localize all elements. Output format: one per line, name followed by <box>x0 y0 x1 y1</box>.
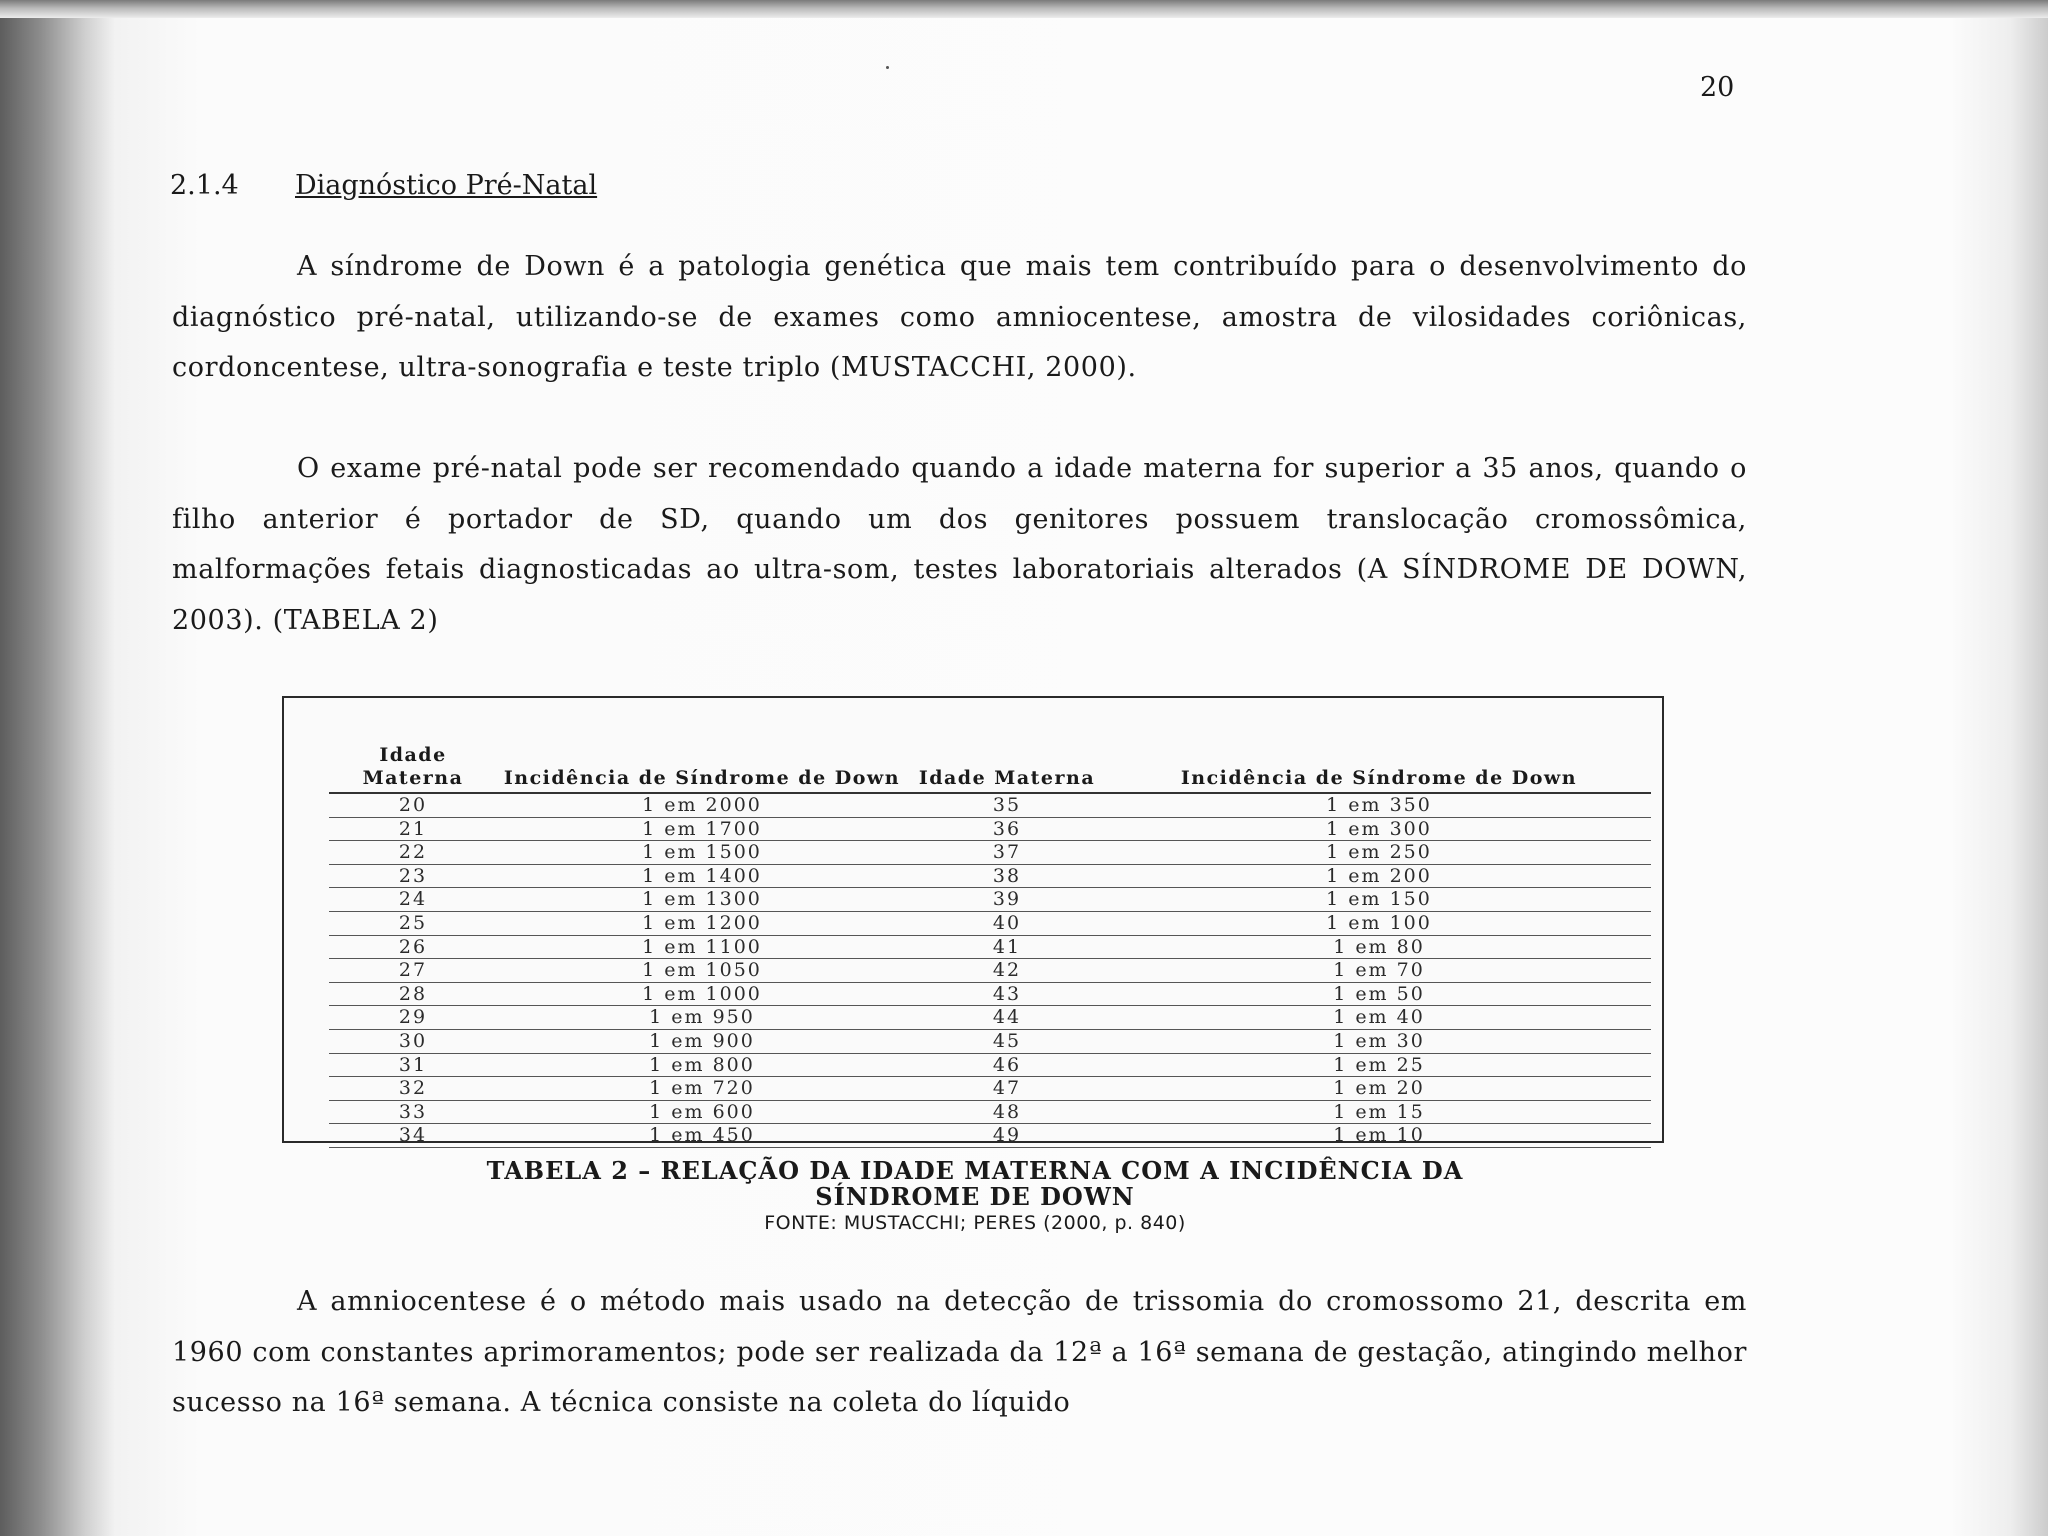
incidencia-cell: 1 em 450 <box>649 1124 755 1147</box>
idade-materna-cell: 39 <box>992 888 1022 911</box>
idade-materna-cell: 30 <box>398 1029 428 1052</box>
idade-materna-cell: 29 <box>398 1006 428 1029</box>
incidencia-cell: 1 em 600 <box>649 1100 755 1123</box>
incidencia-cell: 1 em 150 <box>1326 888 1432 911</box>
idade-materna-cell: 21 <box>398 817 428 840</box>
table-row <box>329 794 1651 818</box>
idade-materna-cell: 41 <box>992 935 1022 958</box>
incidencia-cell: 1 em 70 <box>1333 959 1425 982</box>
incidencia-cell: 1 em 1500 <box>642 841 762 864</box>
idade-materna-cell: 45 <box>992 1029 1022 1052</box>
idade-materna-cell: 31 <box>398 1053 428 1076</box>
incidencia-cell: 1 em 10 <box>1333 1124 1425 1147</box>
page-number: 20 <box>1700 72 1735 103</box>
table-row <box>329 1030 1651 1054</box>
section-heading <box>170 170 597 201</box>
incidencia-cell: 1 em 300 <box>1326 817 1432 840</box>
idade-materna-cell: 37 <box>992 841 1022 864</box>
table-row <box>329 959 1651 983</box>
table-body <box>329 794 1651 1148</box>
table-row <box>329 912 1651 936</box>
table-row <box>329 888 1651 912</box>
table-row <box>329 1006 1651 1030</box>
table-caption-line-1: TABELA 2 – RELAÇÃO DA IDADE MATERNA COM A INCIDÊNCIA DA <box>486 1156 1464 1185</box>
idade-materna-cell: 28 <box>398 982 428 1005</box>
incidencia-cell: 1 em 1400 <box>642 864 762 887</box>
table-frame <box>282 696 1664 1147</box>
idade-materna-cell: 47 <box>992 1077 1022 1100</box>
incidencia-cell: 1 em 15 <box>1333 1100 1425 1123</box>
table-source: FONTE: MUSTACCHI; PERES (2000, p. 840) <box>764 1212 1186 1234</box>
paragraph-2-text: O exame pré-natal pode ser recomendado quando a idade materna for superior a 35 anos, quando o filho anterior é portador de SD, quando um dos genitores possuem translocação cromossômica, malformações fetais diagnosticadas ao ultra-som, testes laboratoriais alterados (A SÍNDROME DE DOWN, 2003). (TABELA 2) <box>172 453 1747 636</box>
paragraph-2 <box>172 444 1747 646</box>
incidencia-cell: 1 em 1700 <box>642 817 762 840</box>
idade-materna-cell: 46 <box>992 1053 1022 1076</box>
idade-materna-cell: 25 <box>398 911 428 934</box>
idade-materna-cell: 26 <box>398 935 428 958</box>
idade-materna-cell: 40 <box>992 911 1022 934</box>
idade-materna-cell: 49 <box>992 1124 1022 1147</box>
table-row <box>329 936 1651 960</box>
idade-materna-cell: 23 <box>398 864 428 887</box>
table-row <box>329 1124 1651 1148</box>
incidencia-cell: 1 em 1050 <box>642 959 762 982</box>
header-incidencia-2: Incidência de Síndrome de Down <box>1180 767 1578 789</box>
table-row <box>329 1101 1651 1125</box>
incidencia-cell: 1 em 40 <box>1333 1006 1425 1029</box>
idade-materna-cell: 42 <box>992 959 1022 982</box>
header-idade-materna-1: Idade Materna <box>362 744 464 789</box>
idade-materna-cell: 44 <box>992 1006 1022 1029</box>
paragraph-3 <box>172 1277 1747 1429</box>
incidencia-cell: 1 em 1300 <box>642 888 762 911</box>
idade-materna-cell: 22 <box>398 841 428 864</box>
incidencia-cell: 1 em 50 <box>1333 982 1425 1005</box>
incidencia-cell: 1 em 800 <box>649 1053 755 1076</box>
idade-materna-cell: 38 <box>992 864 1022 887</box>
incidencia-cell: 1 em 30 <box>1333 1029 1425 1052</box>
idade-materna-cell: 32 <box>398 1077 428 1100</box>
incidencia-cell: 1 em 25 <box>1333 1053 1425 1076</box>
incidencia-cell: 1 em 950 <box>649 1006 755 1029</box>
incidencia-cell: 1 em 250 <box>1326 841 1432 864</box>
incidencia-cell: 1 em 1000 <box>642 982 762 1005</box>
idade-materna-cell: 24 <box>398 888 428 911</box>
table-header-row <box>329 744 1651 794</box>
idade-materna-cell: 34 <box>398 1124 428 1147</box>
paragraph-1-text: A síndrome de Down é a patologia genética que mais tem contribuído para o desenvolvimento do diagnóstico pré-natal, utilizando-se de exames como amniocentese, amostra de vilosidades coriônicas, cordoncentese, ultra-sonografia e teste triplo (MUSTACCHI, 2000). <box>172 251 1747 383</box>
incidencia-cell: 1 em 80 <box>1333 935 1425 958</box>
table-row <box>329 983 1651 1007</box>
speck <box>886 66 889 69</box>
idade-materna-cell: 36 <box>992 817 1022 840</box>
paragraph-1 <box>172 242 1747 394</box>
header-idade-materna-2: Idade Materna <box>918 767 1096 789</box>
incidencia-cell: 1 em 350 <box>1326 794 1432 816</box>
header-incidencia-1: Incidência de Síndrome de Down <box>503 767 901 789</box>
section-number: 2.1.4 <box>170 170 239 201</box>
incidencia-cell: 1 em 100 <box>1326 911 1432 934</box>
incidencia-cell: 1 em 1100 <box>642 935 762 958</box>
incidencia-cell: 1 em 20 <box>1333 1077 1425 1100</box>
section-title: Diagnóstico Pré-Natal <box>295 170 598 201</box>
idade-materna-cell: 33 <box>398 1100 428 1123</box>
table-row <box>329 1077 1651 1101</box>
table-caption-line-2: SÍNDROME DE DOWN <box>815 1182 1135 1211</box>
table-caption <box>250 1158 1700 1210</box>
incidencia-cell: 1 em 720 <box>649 1077 755 1100</box>
paragraph-3-text: A amniocentese é o método mais usado na detecção de trissomia do cromossomo 21, descrita em 1960 com constantes aprimoramentos; pode ser realizada da 12ª a 16ª semana de gestação, atingindo melhor sucesso na 16ª semana. A técnica consiste na coleta do líquido <box>172 1286 1747 1418</box>
table-row <box>329 865 1651 889</box>
incidencia-cell: 1 em 1200 <box>642 911 762 934</box>
idade-materna-cell: 35 <box>992 794 1022 816</box>
idade-materna-cell: 43 <box>992 982 1022 1005</box>
table-row <box>329 1054 1651 1078</box>
incidencia-cell: 1 em 900 <box>649 1029 755 1052</box>
idade-materna-cell: 48 <box>992 1100 1022 1123</box>
idade-materna-cell: 27 <box>398 959 428 982</box>
idade-materna-cell: 20 <box>398 794 428 816</box>
table-row <box>329 841 1651 865</box>
table-row <box>329 818 1651 842</box>
incidence-table <box>329 744 1651 1148</box>
incidencia-cell: 1 em 200 <box>1326 864 1432 887</box>
incidencia-cell: 1 em 2000 <box>642 794 762 816</box>
